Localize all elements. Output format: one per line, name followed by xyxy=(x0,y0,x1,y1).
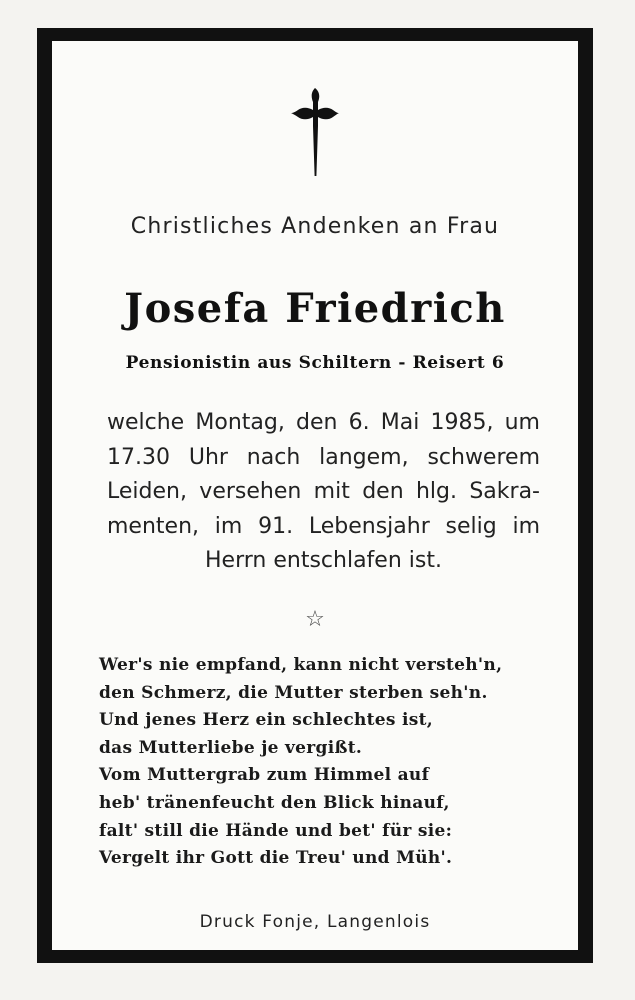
poem-line: den Schmerz, die Mutter sterben seh'n. xyxy=(99,682,488,703)
notice-line: Herrn entschlafen ist. xyxy=(205,548,442,573)
notice-line: Leiden, versehen mit den hlg. Sakra- xyxy=(107,479,540,504)
poem-line: Vergelt ihr Gott die Treu' und Müh'. xyxy=(99,848,453,869)
death-notice xyxy=(107,406,540,579)
card-heading: Christliches Andenken an Frau xyxy=(130,214,500,239)
printer-credit: Druck Fonje, Langenlois xyxy=(199,912,431,932)
occupation-line: Pensionistin aus Schiltern - Reisert 6 xyxy=(125,353,505,373)
memorial-poem xyxy=(99,652,558,873)
poem-line: heb' tränenfeucht den Blick hinauf, xyxy=(99,792,450,813)
poem-line: das Mutterliebe je vergißt. xyxy=(99,737,363,758)
cross-icon xyxy=(290,86,340,178)
poem-line: falt' still die Hände und bet' für sie: xyxy=(99,820,453,841)
poem-line: Wer's nie empfand, kann nicht versteh'n, xyxy=(99,655,503,675)
notice-line: menten, im 91. Lebensjahr selig im xyxy=(107,513,540,539)
deceased-name: Josefa Friedrich xyxy=(124,285,506,332)
notice-line: 17.30 Uhr nach langem, schwerem xyxy=(107,444,540,470)
card-body xyxy=(52,41,578,950)
poem-line: Und jenes Herz ein schlechtes ist, xyxy=(99,710,434,731)
poem-line: Vom Muttergrab zum Himmel auf xyxy=(99,765,430,786)
black-border-frame xyxy=(37,28,593,963)
star-icon: ☆ xyxy=(305,607,325,632)
notice-line: welche Montag, den 6. Mai 1985, um xyxy=(107,410,540,435)
